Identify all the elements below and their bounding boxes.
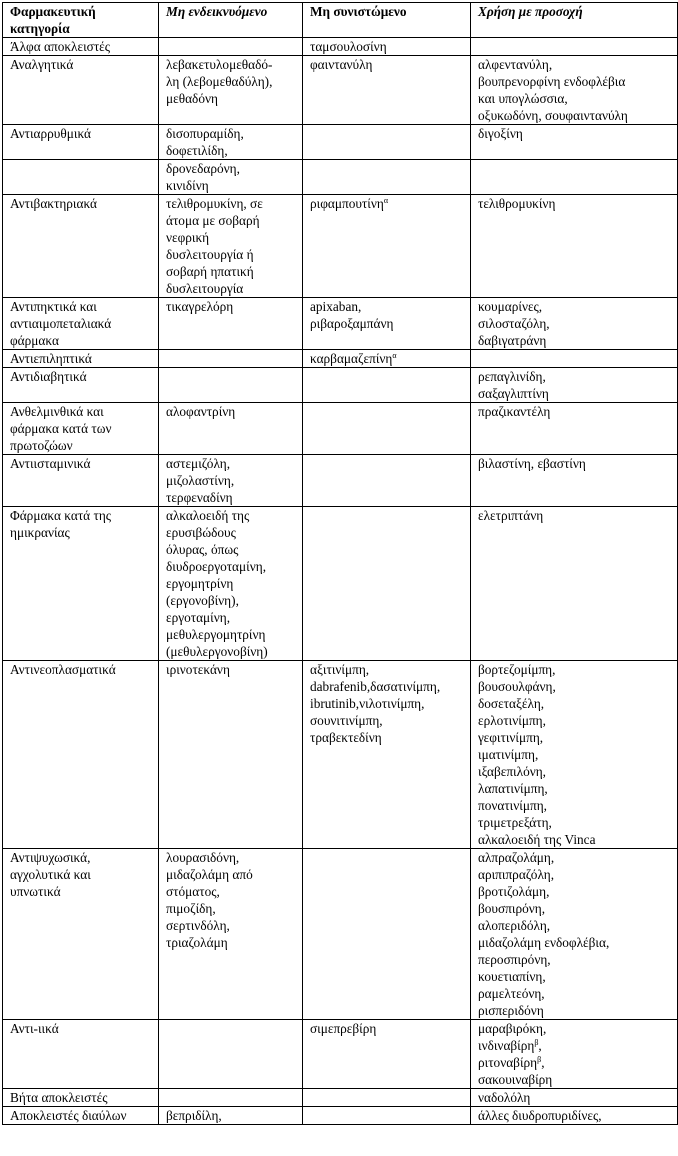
cell-contraindicated: λεβακετυλομεθαδό- λη (λεβομεθαδύλη), μεθαδόνη bbox=[159, 56, 303, 125]
cell-therapeutic-class: Αναλγητικά bbox=[3, 56, 159, 125]
table-row bbox=[3, 1020, 678, 1089]
cell-use-with-caution: τελιθρομυκίνη bbox=[471, 195, 678, 298]
cell-therapeutic-class: Φάρμακα κατά της ημικρανίας bbox=[3, 507, 159, 661]
cell-therapeutic-class: Ανθελμινθικά και φάρμακα κατά των πρωτοζώων bbox=[3, 403, 159, 455]
table-row bbox=[3, 195, 678, 298]
table-row bbox=[3, 507, 678, 661]
cell-use-with-caution: αλπραζολάμη, αριπιπραζόλη, βροτιζολάμη, βουσπιρόνη, αλοπεριδόλη, μιδαζολάμη ενδοφλέβια, περοσπιρόνη, κουετιαπίνη, ραμελτεόνη, ρισπεριδόνη bbox=[471, 849, 678, 1020]
cell-contraindicated: αστεμιζόλη, μιζολαστίνη, τερφεναδίνη bbox=[159, 455, 303, 507]
table-row bbox=[3, 298, 678, 350]
cell-use-with-caution: βορτεζομίμπη, βουσουλφάνη, δοσεταξέλη, ερλοτινίμπη, γεφιτινίμπη, ιματινίμπη, ιξαβεπιλόνη, λαπατινίμπη, πονατινίμπη, τριμετρεξάτη, αλκαλοειδή της Vinca bbox=[471, 661, 678, 849]
cell-contraindicated: λουρασιδόνη, μιδαζολάμη από στόματος, πιμοζίδη, σερτινδόλη, τριαζολάμη bbox=[159, 849, 303, 1020]
table-row bbox=[3, 1107, 678, 1125]
footnote-marker: β bbox=[534, 1038, 539, 1047]
cell-contraindicated bbox=[159, 368, 303, 403]
cell-contraindicated bbox=[159, 350, 303, 368]
footnote-marker: β bbox=[537, 1055, 542, 1064]
cell-therapeutic-class: Αντιδιαβητικά bbox=[3, 368, 159, 403]
cell-therapeutic-class bbox=[3, 160, 159, 195]
footnote-marker: α bbox=[392, 351, 397, 360]
cell-contraindicated: δρονεδαρόνη, κινιδίνη bbox=[159, 160, 303, 195]
cell-not-recommended bbox=[303, 1089, 471, 1107]
cell-not-recommended: σιμεπρεβίρη bbox=[303, 1020, 471, 1089]
cell-not-recommended bbox=[303, 160, 471, 195]
cell-therapeutic-class: Αντινεοπλασματικά bbox=[3, 661, 159, 849]
cell-therapeutic-class: Αποκλειστές διαύλων bbox=[3, 1107, 159, 1125]
cell-not-recommended: καρβαμαζεπίνη$^\alpha$ bbox=[303, 350, 471, 368]
cell-contraindicated: αλοφαντρίνη bbox=[159, 403, 303, 455]
table-row bbox=[3, 56, 678, 125]
table-row bbox=[3, 661, 678, 849]
cell-contraindicated bbox=[159, 38, 303, 56]
cell-use-with-caution: διγοξίνη bbox=[471, 125, 678, 160]
cell-use-with-caution: ελετριπτάνη bbox=[471, 507, 678, 661]
cell-not-recommended: ταμσουλοσίνη bbox=[303, 38, 471, 56]
cell-not-recommended: ριφαμπουτίνη$^\alpha$ bbox=[303, 195, 471, 298]
cell-not-recommended bbox=[303, 455, 471, 507]
cell-use-with-caution: άλλες διυδροπυριδίνες, bbox=[471, 1107, 678, 1125]
cell-use-with-caution: κουμαρίνες, σιλοσταζόλη, δαβιγατράνη bbox=[471, 298, 678, 350]
cell-use-with-caution: ρεπαγλινίδη, σαξαγλιπτίνη bbox=[471, 368, 678, 403]
cell-not-recommended bbox=[303, 507, 471, 661]
cell-use-with-caution bbox=[471, 160, 678, 195]
cell-therapeutic-class: Αντιεπιληπτικά bbox=[3, 350, 159, 368]
cell-contraindicated: ιρινοτεκάνη bbox=[159, 661, 303, 849]
header-contraindicated: Μη ενδεικνυόμενο bbox=[159, 3, 303, 38]
cell-contraindicated: δισοπυραμίδη, δοφετιλίδη, bbox=[159, 125, 303, 160]
table-row bbox=[3, 125, 678, 160]
cell-not-recommended: φαιντανύλη bbox=[303, 56, 471, 125]
cell-contraindicated bbox=[159, 1089, 303, 1107]
table-row bbox=[3, 350, 678, 368]
table-row bbox=[3, 849, 678, 1020]
cell-not-recommended: αξιτινίμπη, dabrafenib,δασατινίμπη, ibrutinib,νιλοτινίμπη, σουνιτινίμπη, τραβεκτεδίνη bbox=[303, 661, 471, 849]
header-use-with-caution: Χρήση με προσοχή bbox=[471, 3, 678, 38]
cell-use-with-caution: πραζικαντέλη bbox=[471, 403, 678, 455]
cell-not-recommended bbox=[303, 403, 471, 455]
cell-not-recommended: apixaban, ριβαροξαμπάνη bbox=[303, 298, 471, 350]
table-row bbox=[3, 160, 678, 195]
table-body bbox=[3, 38, 678, 1125]
table-row bbox=[3, 38, 678, 56]
cell-contraindicated bbox=[159, 1020, 303, 1089]
cell-not-recommended bbox=[303, 849, 471, 1020]
cell-contraindicated: βεπριδίλη, bbox=[159, 1107, 303, 1125]
cell-use-with-caution bbox=[471, 38, 678, 56]
cell-therapeutic-class: Αντιψυχωσικά, αγχολυτικά και υπνωτικά bbox=[3, 849, 159, 1020]
header-therapeutic-class: Φαρμακευτική κατηγορία bbox=[3, 3, 159, 38]
cell-therapeutic-class: Αντι-ιικά bbox=[3, 1020, 159, 1089]
cell-therapeutic-class: Αντιισταμινικά bbox=[3, 455, 159, 507]
cell-contraindicated: αλκαλοειδή της ερυσιβώδους όλυρας, όπως διυδροεργοταμίνη, εργομητρίνη (εργονοβίνη), εργοταμίνη, μεθυλεργομητρίνη (μεθυλεργονοβίνη) bbox=[159, 507, 303, 661]
table-row bbox=[3, 455, 678, 507]
cell-not-recommended bbox=[303, 368, 471, 403]
cell-not-recommended bbox=[303, 125, 471, 160]
table-row bbox=[3, 1089, 678, 1107]
cell-contraindicated: τικαγρελόρη bbox=[159, 298, 303, 350]
cell-use-with-caution bbox=[471, 350, 678, 368]
table-row bbox=[3, 403, 678, 455]
cell-therapeutic-class: Άλφα αποκλειστές bbox=[3, 38, 159, 56]
cell-contraindicated: τελιθρομυκίνη, σε άτομα με σοβαρή νεφρική δυσλειτουργία ή σοβαρή ηπατική δυσλειτουργία bbox=[159, 195, 303, 298]
cell-use-with-caution: μαραβιρόκη, ινδιναβίρη$^\beta$, ριτοναβίρη$^\beta$, σακουιναβίρη bbox=[471, 1020, 678, 1089]
cell-use-with-caution: βιλαστίνη, εβαστίνη bbox=[471, 455, 678, 507]
drug-interaction-table bbox=[2, 2, 678, 1125]
footnote-marker: α bbox=[383, 196, 389, 205]
cell-therapeutic-class: Αντιπηκτικά και αντιαιμοπεταλιακά φάρμακα bbox=[3, 298, 159, 350]
cell-therapeutic-class: Αντιβακτηριακά bbox=[3, 195, 159, 298]
cell-use-with-caution: αλφεντανύλη, βουπρενορφίνη ενδοφλέβια και υπογλώσσια, οξυκωδόνη, σουφαιντανύλη bbox=[471, 56, 678, 125]
header-not-recommended: Μη συνιστώμενο bbox=[303, 3, 471, 38]
cell-not-recommended bbox=[303, 1107, 471, 1125]
table-row bbox=[3, 368, 678, 403]
cell-therapeutic-class: Βήτα αποκλειστές bbox=[3, 1089, 159, 1107]
cell-use-with-caution: ναδολόλη bbox=[471, 1089, 678, 1107]
cell-therapeutic-class: Αντιαρρυθμικά bbox=[3, 125, 159, 160]
table-header-row bbox=[3, 3, 678, 38]
